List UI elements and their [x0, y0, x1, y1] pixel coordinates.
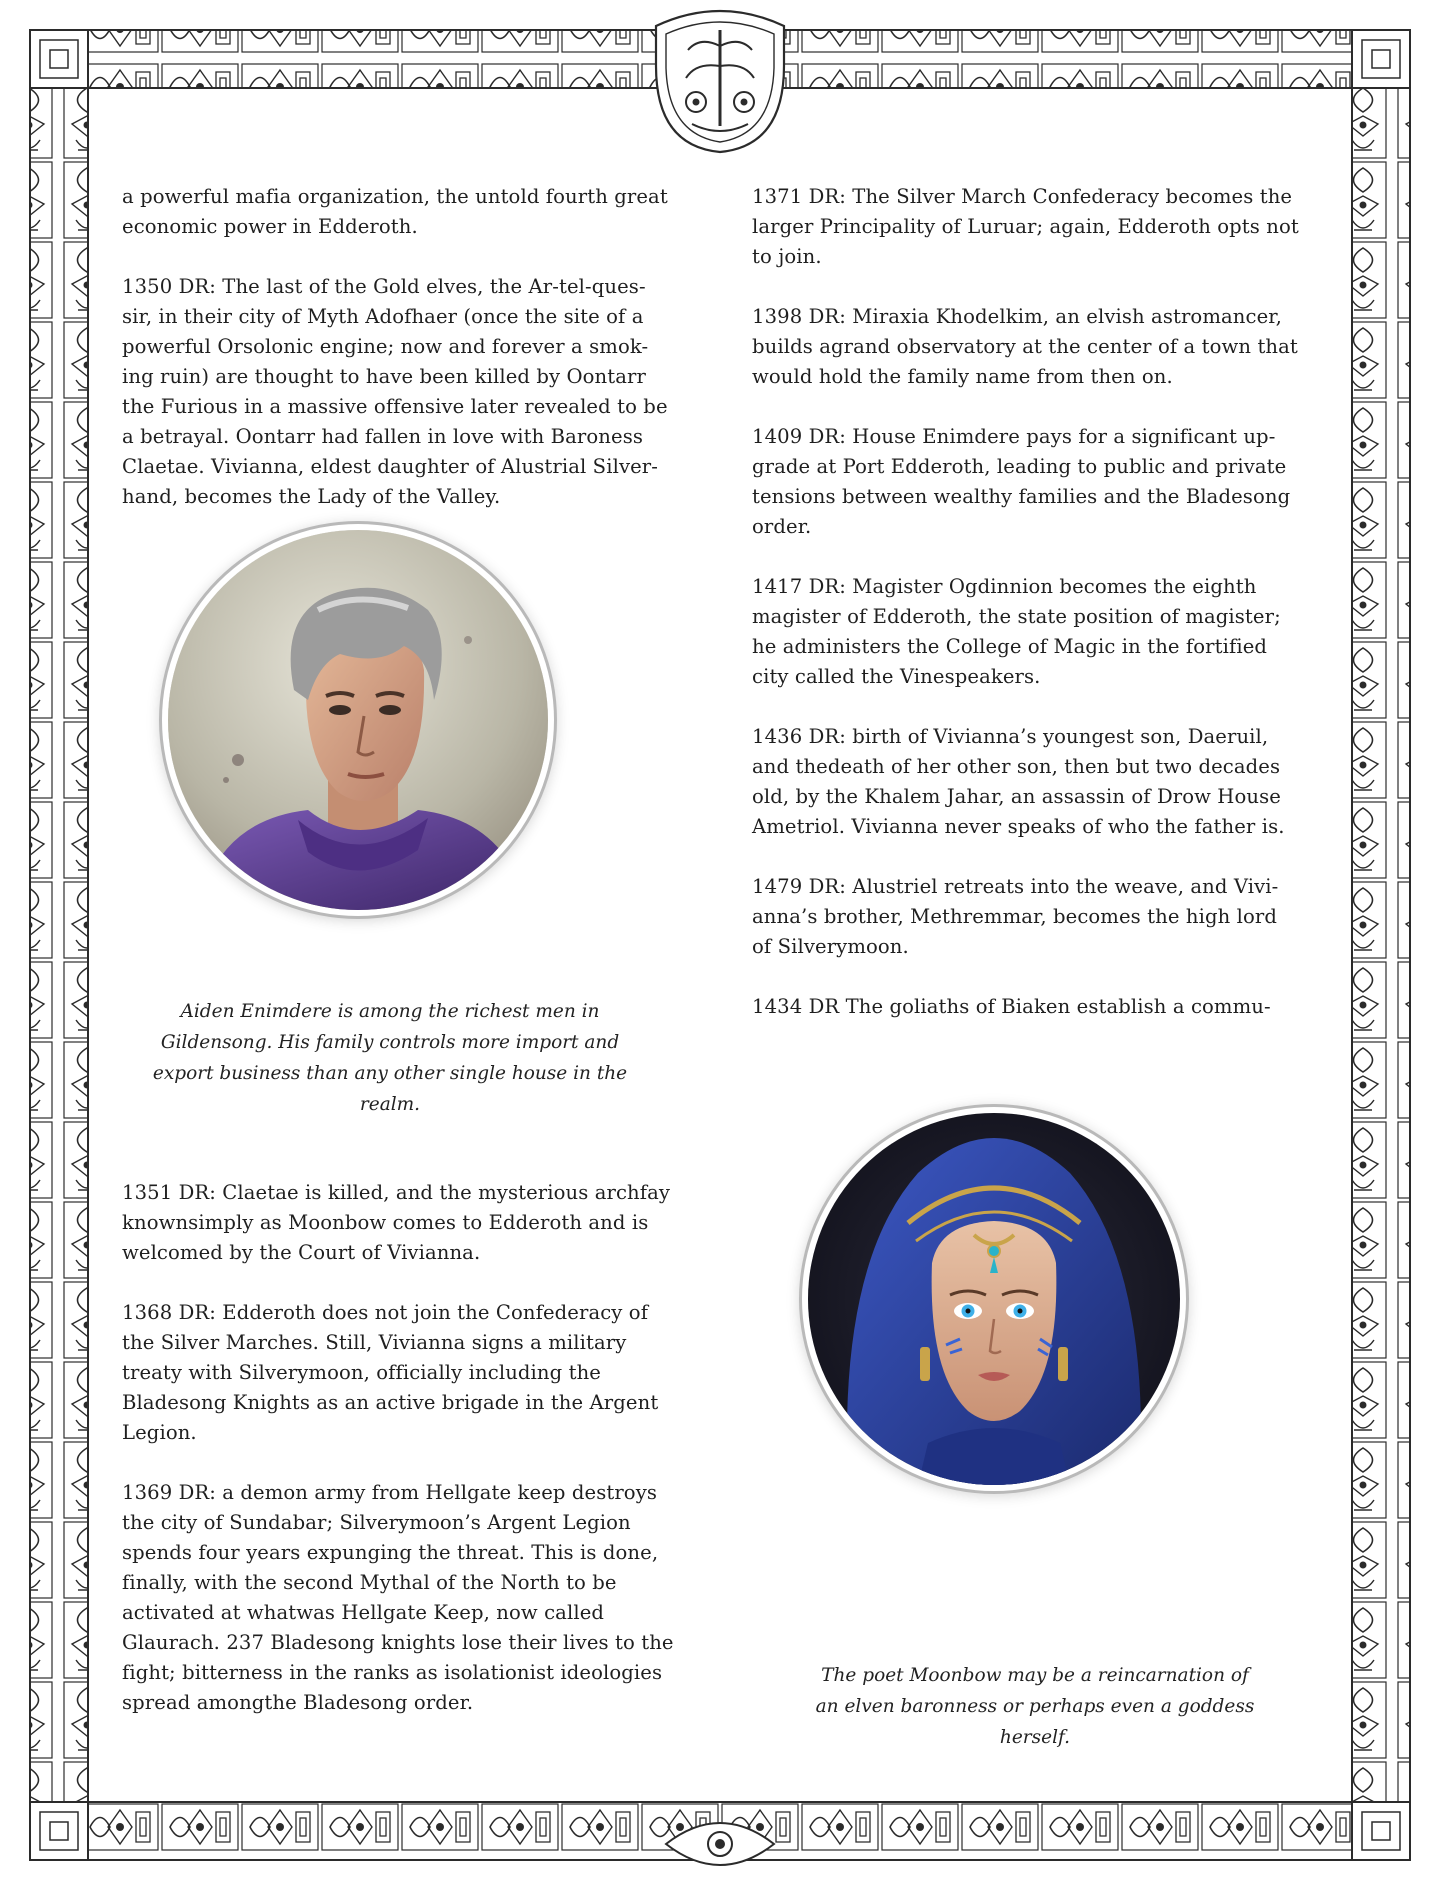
paragraph: a powerful mafia organization, the untold fourth great economic power in Edderoth. — [122, 185, 668, 238]
portrait-caption: Aiden Enimdere is among the richest men in Gildensong. His family controls more import and export business than any other single house in the realm. — [152, 1001, 628, 1115]
paragraph: 1368 DR: Edderoth does not join the Confederacy of the Silver Marches. Still, Vivianna signs a military treaty with Silverymoon, officially including the Bladesong Knights as an active brigade in the Argent Legion. — [122, 1301, 659, 1444]
paragraph: 1417 DR: Magister Ogdinnion becomes the eighth magister of Edderoth, the state position of magister; he administers the College of Magic in the fortified city called the Vinespeakers. — [752, 575, 1281, 688]
left-column-lower — [122, 1178, 682, 1748]
paragraph: 1350 DR: The last of the Gold elves, the Ar-tel-ques- sir, in their city of Myth Adofhaer (once the site of a powerful Orsolonic engine; now and forever a smok- ing ruin) are thought to have been killed by Oontarr the Furious in a massive offensive later revealed to be a betrayal. Oontarr had fallen in love with Baroness Claetae. Vivianna, eldest daughter of Alustrial Silver- hand, becomes the Lady of the Valley. — [122, 275, 668, 508]
paragraph: 1398 DR: Miraxia Khodelkim, an elvish astromancer, builds agrand observatory at the center of a town that would hold the family name from then on. — [752, 305, 1298, 388]
eye-ornament-icon — [660, 1808, 780, 1880]
portrait-aiden-enimdere — [168, 530, 548, 910]
paragraph: 1434 DR The goliaths of Biaken establish a commu- — [752, 995, 1271, 1018]
paragraph: 1479 DR: Alustriel retreats into the weave, and Vivi- anna’s brother, Methremmar, becomes the high lord of Silverymoon. — [752, 875, 1279, 958]
portrait-moonbow — [808, 1113, 1180, 1485]
paragraph: 1351 DR: Claetae is killed, and the mysterious archfay knownsimply as Moonbow comes to Edderoth and is welcomed by the Court of Vivianna. — [122, 1181, 671, 1264]
paragraph: 1369 DR: a demon army from Hellgate keep destroys the city of Sundabar; Silverymoon’s Argent Legion spends four years expunging the threat. This is done, finally, with the second Mythal of the North to be activated at whatwas Hellgate Keep, now called Glaurach. 237 Bladesong knights lose their lives to the fight; bitterness in the ranks as isolationist ideologies spread amongthe Bladesong order. — [122, 1481, 674, 1714]
portrait-caption: The poet Moonbow may be a reincarnation of an elven baronness or perhaps even a goddess herself. — [815, 1665, 1255, 1748]
paragraph: 1409 DR: House Enimdere pays for a significant up- grade at Port Edderoth, leading to public and private tensions between wealthy families and the Bladesong order. — [752, 425, 1291, 538]
paragraph: 1371 DR: The Silver March Confederacy becomes the larger Principality of Luruar; again, Edderoth opts not to join. — [752, 185, 1299, 268]
right-column — [752, 182, 1327, 1052]
tree-medallion-icon — [652, 6, 788, 156]
paragraph: 1436 DR: birth of Vivianna’s youngest son, Daeruil, and thedeath of her other son, then but two decades old, by the Khalem Jahar, an assassin of Drow House Ametriol. Vivianna never speaks of who the father is. — [752, 725, 1285, 838]
left-column-upper — [122, 182, 682, 542]
